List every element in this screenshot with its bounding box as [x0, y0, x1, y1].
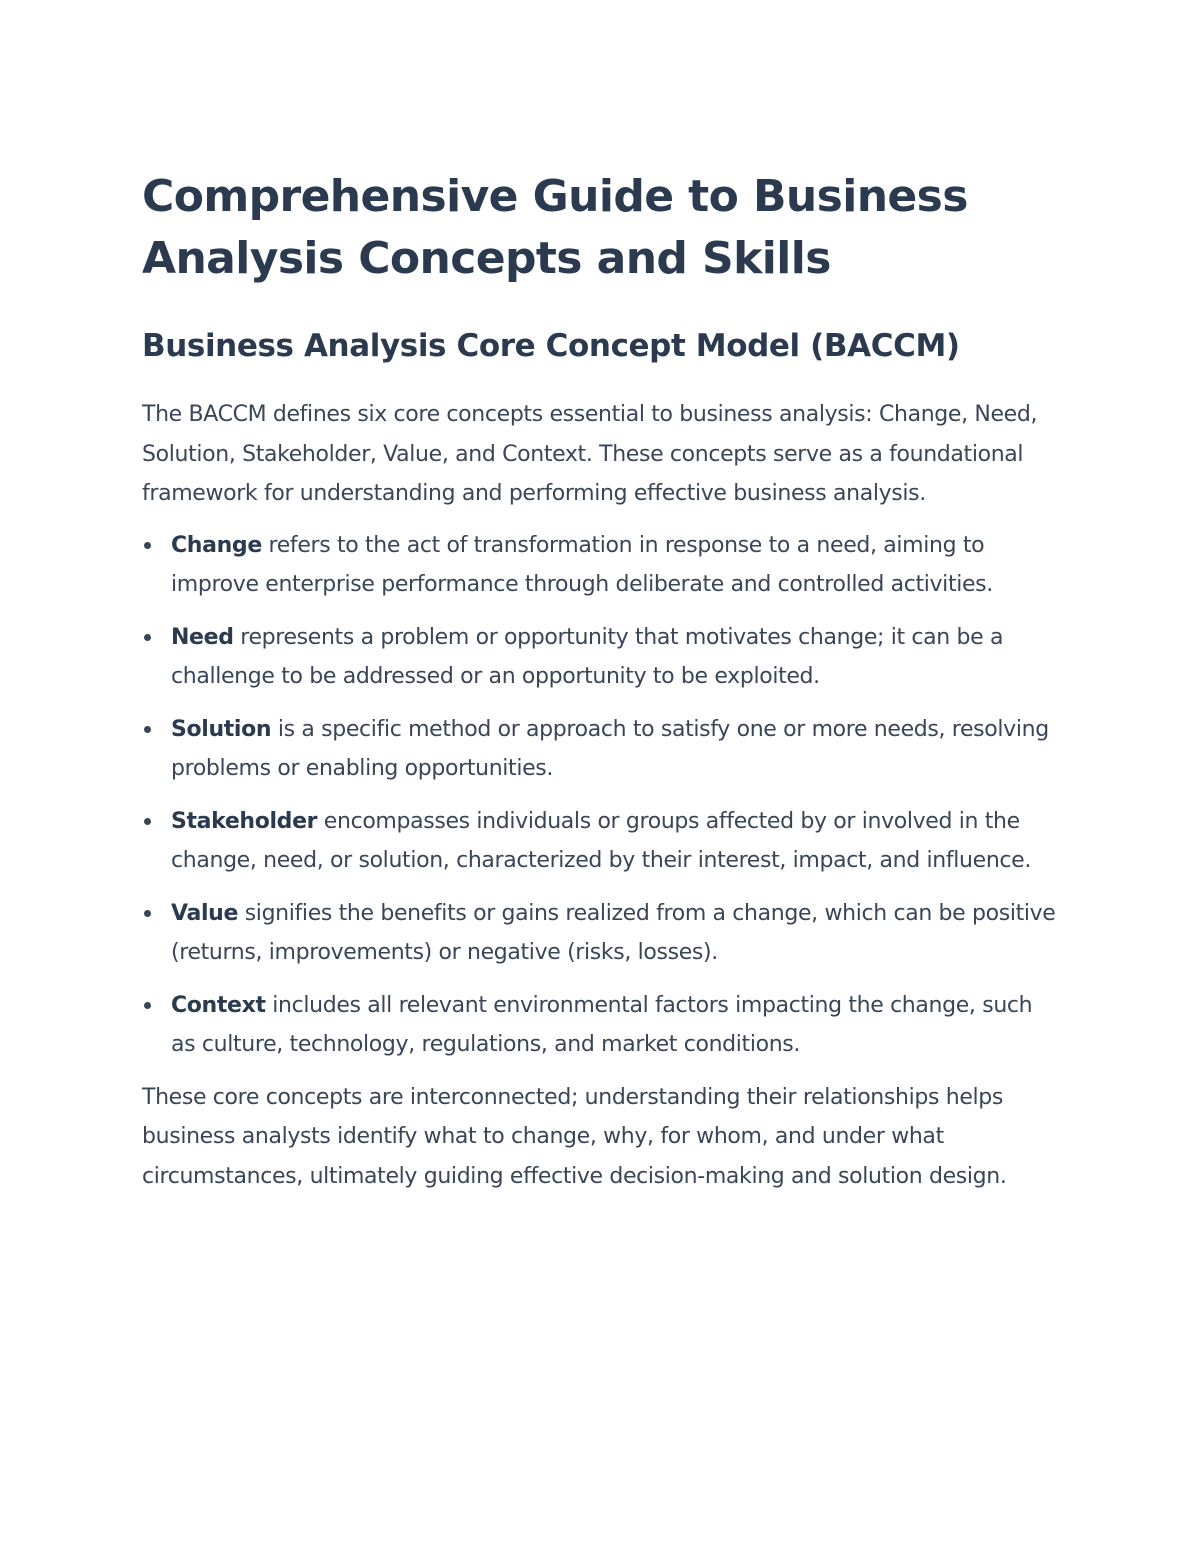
concept-item-context: [142, 986, 1062, 1065]
bullet-icon: [144, 726, 151, 733]
concept-description: refers to the act of transformation in response to a need, aiming to improve enterprise performance through deliberate and controlled activities.: [171, 532, 993, 597]
bullet-icon: [144, 1002, 151, 1009]
concept-term: Need: [171, 624, 234, 650]
concept-term: Change: [171, 532, 262, 558]
bullet-icon: [144, 818, 151, 825]
closing-paragraph: These core concepts are interconnected; understanding their relationships helps business analysts identify what to change, why, for whom, and under what circumstances, ultimately guiding effective decision-making and solution design.: [142, 1084, 1007, 1189]
bullet-icon: [144, 910, 151, 917]
concept-item-value: [142, 894, 1062, 973]
concept-item-solution: [142, 710, 1062, 789]
bullet-icon: [144, 634, 151, 641]
concept-description: is a specific method or approach to satisfy one or more needs, resolving problems or enabling opportunities.: [171, 716, 1049, 781]
concept-description: represents a problem or opportunity that motivates change; it can be a challenge to be addressed or an opportunity to be exploited.: [171, 624, 1004, 689]
concept-description: encompasses individuals or groups affected by or involved in the change, need, or solution, characterized by their interest, impact, and influence.: [171, 808, 1031, 873]
concept-description: signifies the benefits or gains realized from a change, which can be positive (returns, improvements) or negative (risks, losses).: [171, 900, 1056, 965]
bullet-icon: [144, 542, 151, 549]
concept-description: includes all relevant environmental factors impacting the change, such as culture, technology, regulations, and market conditions.: [171, 992, 1033, 1057]
concept-term: Solution: [171, 716, 272, 742]
section-heading: Business Analysis Core Concept Model (BACCM): [142, 328, 960, 364]
concept-item-need: [142, 618, 1062, 697]
document-body: [142, 166, 1062, 1196]
intro-paragraph: The BACCM defines six core concepts essential to business analysis: Change, Need, Solution, Stakeholder, Value, and Context. These concepts serve as a foundational framework for understanding and performing effective business analysis.: [142, 402, 1038, 506]
concept-term: Stakeholder: [171, 808, 318, 834]
concept-term: Context: [171, 992, 266, 1018]
document-title: Comprehensive Guide to Business Analysis Concepts and Skills: [142, 171, 968, 284]
concept-item-stakeholder: [142, 802, 1062, 881]
concept-term: Value: [171, 900, 239, 926]
concept-list: [142, 526, 1062, 1065]
concept-item-change: [142, 526, 1062, 605]
